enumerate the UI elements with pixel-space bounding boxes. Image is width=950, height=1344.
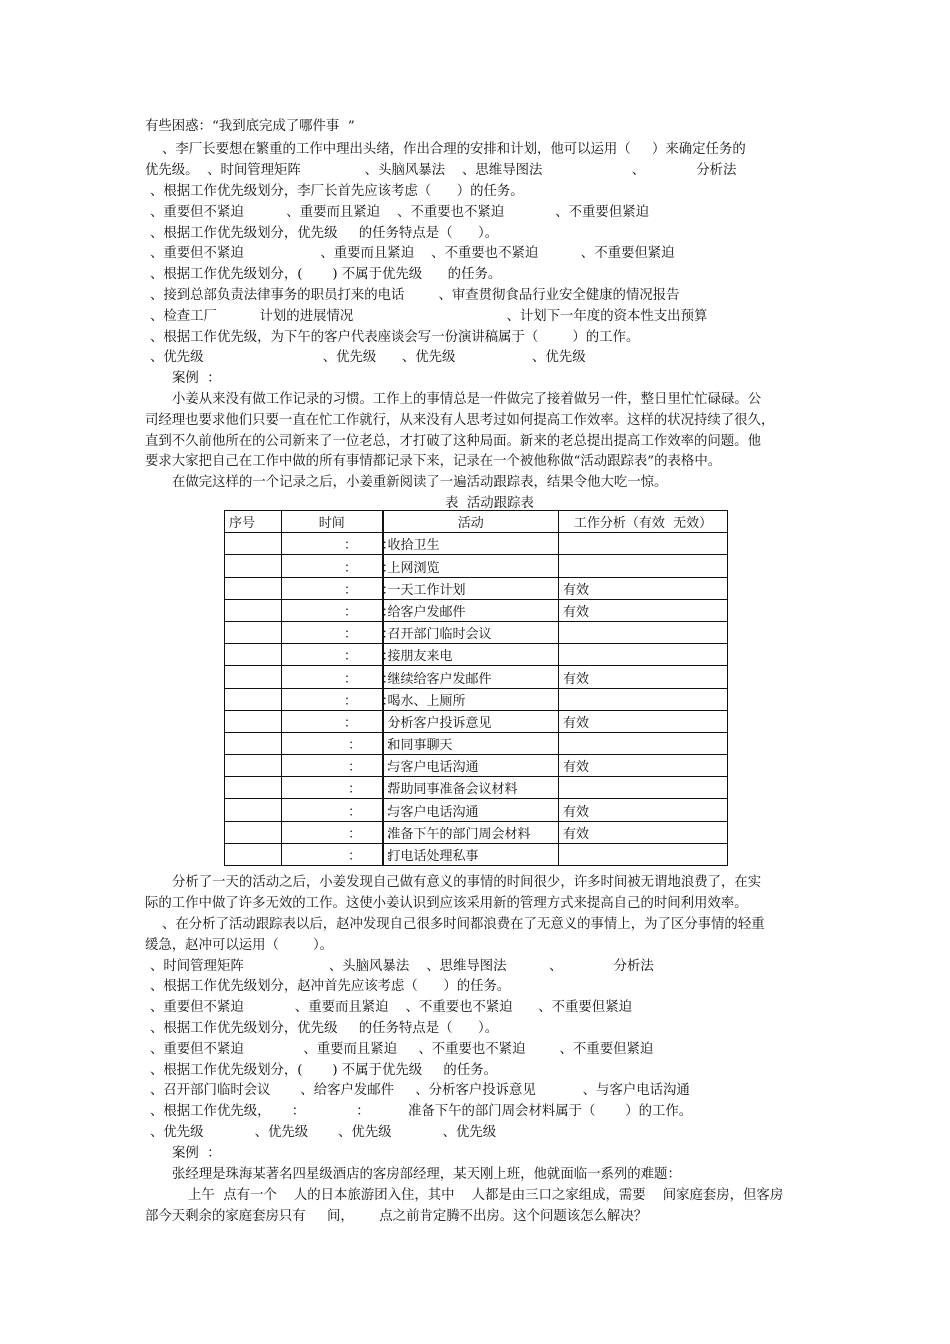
cell-activity: 与客户电话沟通: [383, 755, 559, 777]
text-line: 有些困惑：“我到底完成了哪件事 ”: [145, 119, 355, 134]
text-line: 案例 ：: [172, 371, 221, 386]
cell-index: [225, 644, 282, 666]
text-line: 、重要但不紧迫 、重要而且紧迫 、不重要也不紧迫 、不重要但紧迫: [150, 205, 649, 220]
table-row: [225, 621, 728, 643]
text-line: 、根据工作优先级划分，赵冲首先应该考虑（ ）的任务。: [150, 979, 511, 994]
cell-time: ： ：: [282, 621, 383, 643]
cell-activity: 喝水、上厕所: [383, 688, 559, 710]
cell-analysis: 有效: [559, 599, 728, 621]
cell-time: ： ：: [282, 799, 383, 821]
cell-index: [225, 621, 282, 643]
table-header-row: [225, 511, 728, 533]
table-row: [225, 555, 728, 577]
text-line: 小姜从来没有做工作记录的习惯。工作上的事情总是一件做完了接着做另一件，整日里忙忙碌碌。公: [172, 392, 762, 407]
activity-tracking-table: [224, 510, 728, 866]
cell-index: [225, 755, 282, 777]
cell-activity: 收拾卫生: [383, 533, 559, 555]
text-line: 直到不久前他所在的公司新来了一位老总，才打破了这种局面。新来的老总提出提高工作效率的问题。他: [145, 434, 761, 449]
text-line: 、重要但不紧迫 、重要而且紧迫 、不重要也不紧迫 、不重要但紧迫: [150, 1000, 632, 1015]
cell-time: ： ：: [282, 555, 383, 577]
cell-analysis: [559, 843, 728, 865]
table-row: [225, 666, 728, 688]
cell-index: [225, 599, 282, 621]
cell-time: ： ：: [282, 755, 383, 777]
cell-activity: 打电话处理私事: [383, 843, 559, 865]
cell-index: [225, 710, 282, 732]
cell-analysis: 有效: [559, 755, 728, 777]
cell-index: [225, 799, 282, 821]
text-line: 、优先级 、优先级 、优先级 、优先级: [150, 350, 586, 365]
text-line: 优先级。 、时间管理矩阵 、头脑风暴法 、思维导图法 、 分析法: [145, 163, 737, 178]
cell-analysis: [559, 688, 728, 710]
cell-time: ： ：: [282, 710, 383, 732]
cell-time: ： ：: [282, 644, 383, 666]
text-line: 际的工作中做了许多无效的工作。这使小姜认识到应该采用新的管理方式来提高自己的时间利用效率。: [145, 896, 748, 911]
cell-index: [225, 843, 282, 865]
cell-analysis: 有效: [559, 666, 728, 688]
cell-time: ： ：: [282, 732, 383, 754]
cell-time: ： ：: [282, 688, 383, 710]
text-line: 、根据工作优先级划分，( ) 不属于优先级 的任务。: [150, 1063, 497, 1078]
cell-index: [225, 732, 282, 754]
text-line: 、李厂长要想在繁重的工作中理出头绪，作出合理的安排和计划，他可以运用（ ）来确定任务的: [145, 142, 746, 157]
table-row: [225, 821, 728, 843]
cell-index: [225, 555, 282, 577]
text-line: 部今天剩余的家庭套房只有 间， 点之前肯定腾不出房。这个问题该怎么解决？: [145, 1209, 648, 1224]
cell-analysis: 有效: [559, 799, 728, 821]
text-line: 上午 点有一个 人的日本旅游团入住，其中 人都是由三口之家组成，需要 间家庭套房，但客房: [188, 1188, 784, 1203]
text-line: 、重要但不紧迫 、重要而且紧迫 、不重要也不紧迫 、不重要但紧迫: [150, 246, 675, 261]
text-line: 在做完这样的一个记录之后，小姜重新阅读了一遍活动跟踪表，结果令他大吃一惊。: [172, 475, 668, 490]
text-line: 、根据工作优先级，为下午的客户代表座谈会写一份演讲稿属于（ ）的工作。: [150, 330, 640, 345]
table-row: [225, 644, 728, 666]
cell-time: ： ：: [282, 777, 383, 799]
text-line: 案例 ：: [172, 1146, 221, 1161]
table-row: [225, 688, 728, 710]
cell-index: [225, 666, 282, 688]
cell-analysis: 有效: [559, 821, 728, 843]
header-time: 时间: [282, 511, 383, 533]
cell-analysis: [559, 777, 728, 799]
table-row: [225, 599, 728, 621]
text-line: 要求大家把自己在工作中做的所有事情都记录下来，记录在一个被他称做“活动跟踪表”的表格中。: [145, 454, 722, 469]
cell-analysis: [559, 533, 728, 555]
table-row: [225, 533, 728, 555]
table-row: [225, 777, 728, 799]
text-line: 、时间管理矩阵 、头脑风暴法 、思维导图法 、 分析法: [150, 959, 654, 974]
cell-analysis: [559, 644, 728, 666]
cell-activity: 分析客户投诉意见: [383, 710, 559, 732]
text-line: 缓急，赵冲可以运用（ ）。: [145, 938, 334, 953]
text-line: 、根据工作优先级划分，李厂长首先应该考虑（ ）的任务。: [150, 184, 524, 199]
cell-analysis: 有效: [559, 577, 728, 599]
text-line: 分析了一天的活动之后，小姜发现自己做有意义的事情的时间很少，许多时间被无谓地浪费了，在实: [172, 875, 762, 890]
text-line: 、召开部门临时会议 、给客户发邮件 、分析客户投诉意见 、与客户电话沟通: [150, 1083, 690, 1098]
table-row: [225, 577, 728, 599]
table-row: [225, 843, 728, 865]
text-line: 、根据工作优先级划分，( ) 不属于优先级 的任务。: [150, 267, 502, 282]
cell-time: ： ：: [282, 533, 383, 555]
cell-index: [225, 688, 282, 710]
text-line: 张经理是珠海某著名四星级酒店的客房部经理，某天刚上班，他就面临一系列的难题：: [172, 1167, 681, 1182]
cell-time: ： ：: [282, 821, 383, 843]
cell-index: [225, 777, 282, 799]
header-index: 序号: [225, 511, 282, 533]
text-line: 、检查工厂 计划的进展情况 、计划下一年度的资本性支出预算: [150, 309, 708, 324]
cell-index: [225, 821, 282, 843]
cell-activity: 给客户发邮件: [383, 599, 559, 621]
table-row: [225, 710, 728, 732]
text-line: 、优先级 、优先级 、优先级 、优先级: [150, 1125, 497, 1140]
cell-activity: 与客户电话沟通: [383, 799, 559, 821]
text-line: 、在分析了活动跟踪表以后，赵冲发现自己很多时间都浪费在了无意义的事情上，为了区分事情的轻重: [145, 917, 765, 932]
cell-activity: 和同事聊天: [383, 732, 559, 754]
cell-activity: 接朋友来电: [383, 644, 559, 666]
text-line: 、根据工作优先级划分，优先级 的任务特点是（ ）。: [150, 226, 499, 241]
cell-activity: 上网浏览: [383, 555, 559, 577]
cell-analysis: [559, 555, 728, 577]
text-line: 表 活动跟踪表: [445, 496, 534, 511]
cell-time: ： ：: [282, 843, 383, 865]
cell-analysis: [559, 621, 728, 643]
cell-activity: 准备下午的部门周会材料: [383, 821, 559, 843]
cell-activity: 一天工作计划: [383, 577, 559, 599]
cell-analysis: 有效: [559, 710, 728, 732]
cell-index: [225, 533, 282, 555]
table-row: [225, 799, 728, 821]
table-row: [225, 732, 728, 754]
text-line: 司经理也要求他们只要一直在忙工作就行，从来没有人思考过如何提高工作效率。这样的状况持续了很久，: [145, 413, 775, 428]
cell-time: ： ：: [282, 577, 383, 599]
text-line: 、根据工作优先级划分，优先级 的任务特点是（ ）。: [150, 1021, 499, 1036]
cell-index: [225, 577, 282, 599]
text-line: 、重要但不紧迫 、重要而且紧迫 、不重要也不紧迫 、不重要但紧迫: [150, 1042, 654, 1057]
cell-analysis: [559, 732, 728, 754]
cell-activity: 帮助同事准备会议材料: [383, 777, 559, 799]
cell-activity: 继续给客户发邮件: [383, 666, 559, 688]
text-line: 、接到总部负责法律事务的职员打来的电话 、审查贯彻食品行业安全健康的情况报告: [150, 288, 680, 303]
header-analysis: 工作分析（有效 无效）: [559, 511, 728, 533]
header-activity: 活动: [383, 511, 559, 533]
cell-time: ： ：: [282, 599, 383, 621]
text-line: 、根据工作优先级， ： ： 准备下午的部门周会材料属于（ ）的工作。: [150, 1104, 693, 1119]
cell-activity: 召开部门临时会议: [383, 621, 559, 643]
cell-time: ： ：: [282, 666, 383, 688]
table-row: [225, 755, 728, 777]
